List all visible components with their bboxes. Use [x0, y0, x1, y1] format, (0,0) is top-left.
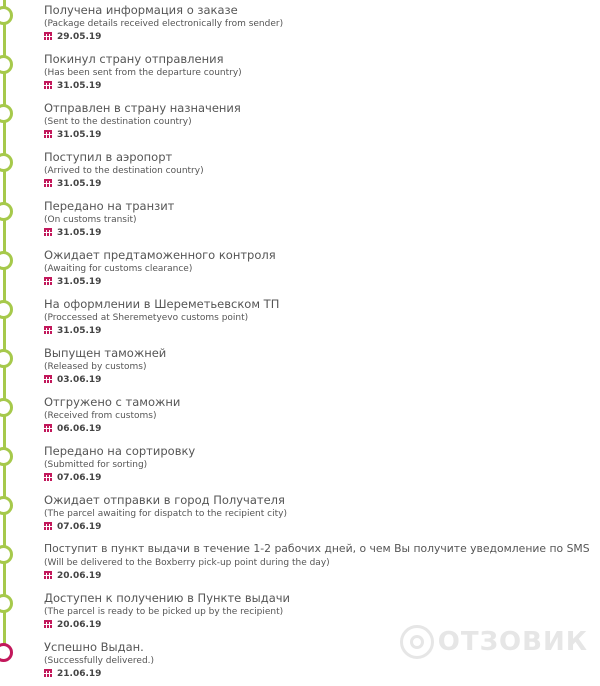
- watermark-text: ОТЗОВИК: [437, 627, 588, 657]
- timeline-step: [0, 0, 600, 49]
- step-date: 31.05.19: [44, 179, 101, 189]
- step-marker-icon: [0, 104, 13, 123]
- step-marker-icon: [0, 496, 13, 515]
- step-marker-icon: [0, 55, 13, 74]
- timeline-step: [0, 245, 600, 294]
- timeline-step: [0, 490, 600, 539]
- step-date: 07.06.19: [44, 522, 101, 532]
- calendar-icon: [44, 571, 52, 579]
- timeline-step: [0, 49, 600, 98]
- step-title: Получена информация о заказе: [44, 3, 238, 17]
- step-title: Поступит в пункт выдачи в течение 1-2 рабочих дней, о чем Вы получите уведомление по SMS: [44, 542, 590, 555]
- step-marker-final-icon: [0, 643, 13, 662]
- watermark: [400, 625, 588, 659]
- step-date: 20.06.19: [44, 571, 101, 581]
- step-title: Выпущен таможней: [44, 346, 167, 360]
- step-marker-icon: [0, 447, 13, 466]
- step-marker-icon: [0, 251, 13, 270]
- step-date: 07.06.19: [44, 473, 101, 483]
- timeline-step: [0, 196, 600, 245]
- calendar-icon: [44, 179, 52, 187]
- step-date: 03.06.19: [44, 375, 101, 385]
- calendar-icon: [44, 326, 52, 334]
- step-title: Ожидает отправки в город Получателя: [44, 493, 285, 507]
- step-subtitle: (Awaiting for customs clearance): [44, 264, 193, 274]
- step-subtitle: (Has been sent from the departure country): [44, 68, 242, 78]
- step-marker-icon: [0, 398, 13, 417]
- step-title: Покинул страну отправления: [44, 52, 224, 66]
- step-subtitle: (Will be delivered to the Boxberry pick-up point during the day): [44, 558, 330, 568]
- step-title: Передано на сортировку: [44, 444, 196, 458]
- step-marker-icon: [0, 6, 13, 25]
- calendar-icon: [44, 375, 52, 383]
- timeline-step: [0, 392, 600, 441]
- step-date: 31.05.19: [44, 277, 101, 287]
- step-title: Отгружено с таможни: [44, 395, 181, 409]
- step-subtitle: (On customs transit): [44, 215, 137, 225]
- timeline-step: [0, 147, 600, 196]
- step-subtitle: (The parcel awaiting for dispatch to the recipient city): [44, 509, 287, 519]
- step-marker-icon: [0, 300, 13, 319]
- step-subtitle: (Package details received electronically from sender): [44, 19, 284, 29]
- step-subtitle: (Successfully delivered.): [44, 656, 155, 666]
- step-date: 20.06.19: [44, 620, 101, 630]
- step-title: Успешно Выдан.: [44, 640, 144, 654]
- calendar-icon: [44, 620, 52, 628]
- step-date: 31.05.19: [44, 130, 101, 140]
- timeline-step: [0, 343, 600, 392]
- step-title: Отправлен в страну назначения: [44, 101, 241, 115]
- step-title: Доступен к получению в Пункте выдачи: [44, 591, 291, 605]
- step-marker-icon: [0, 545, 13, 564]
- step-subtitle: (Arrived to the destination country): [44, 166, 204, 176]
- step-subtitle: (Submitted for sorting): [44, 460, 148, 470]
- calendar-icon: [44, 522, 52, 530]
- step-date: 06.06.19: [44, 424, 101, 434]
- step-subtitle: (Sent to the destination country): [44, 117, 192, 127]
- step-subtitle: (Received from customs): [44, 411, 157, 421]
- step-date: 31.05.19: [44, 228, 101, 238]
- step-subtitle: (Released by customs): [44, 362, 147, 372]
- timeline-step: [0, 294, 600, 343]
- timeline-step: [0, 441, 600, 490]
- step-marker-icon: [0, 202, 13, 221]
- calendar-icon: [44, 669, 52, 677]
- calendar-icon: [44, 81, 52, 89]
- step-date: 31.05.19: [44, 326, 101, 336]
- step-title: Ожидает предтаможенного контроля: [44, 248, 276, 262]
- timeline-step: [0, 98, 600, 147]
- step-date: 21.06.19: [44, 669, 101, 679]
- step-title: Передано на транзит: [44, 199, 175, 213]
- step-title: Поступил в аэропорт: [44, 150, 173, 164]
- step-date: 31.05.19: [44, 81, 101, 91]
- step-title: На оформлении в Шереметьевском ТП: [44, 297, 280, 311]
- step-subtitle: (Proccessed at Sheremetyevo customs point): [44, 313, 249, 323]
- timeline-step: [0, 539, 600, 588]
- step-date: 29.05.19: [44, 32, 101, 42]
- step-marker-icon: [0, 153, 13, 172]
- step-marker-icon: [0, 594, 13, 613]
- step-subtitle: (The parcel is ready to be picked up by the recipient): [44, 607, 284, 617]
- otzovik-logo-icon: [400, 625, 434, 659]
- calendar-icon: [44, 277, 52, 285]
- calendar-icon: [44, 473, 52, 481]
- calendar-icon: [44, 130, 52, 138]
- calendar-icon: [44, 228, 52, 236]
- calendar-icon: [44, 424, 52, 432]
- step-marker-icon: [0, 349, 13, 368]
- calendar-icon: [44, 32, 52, 40]
